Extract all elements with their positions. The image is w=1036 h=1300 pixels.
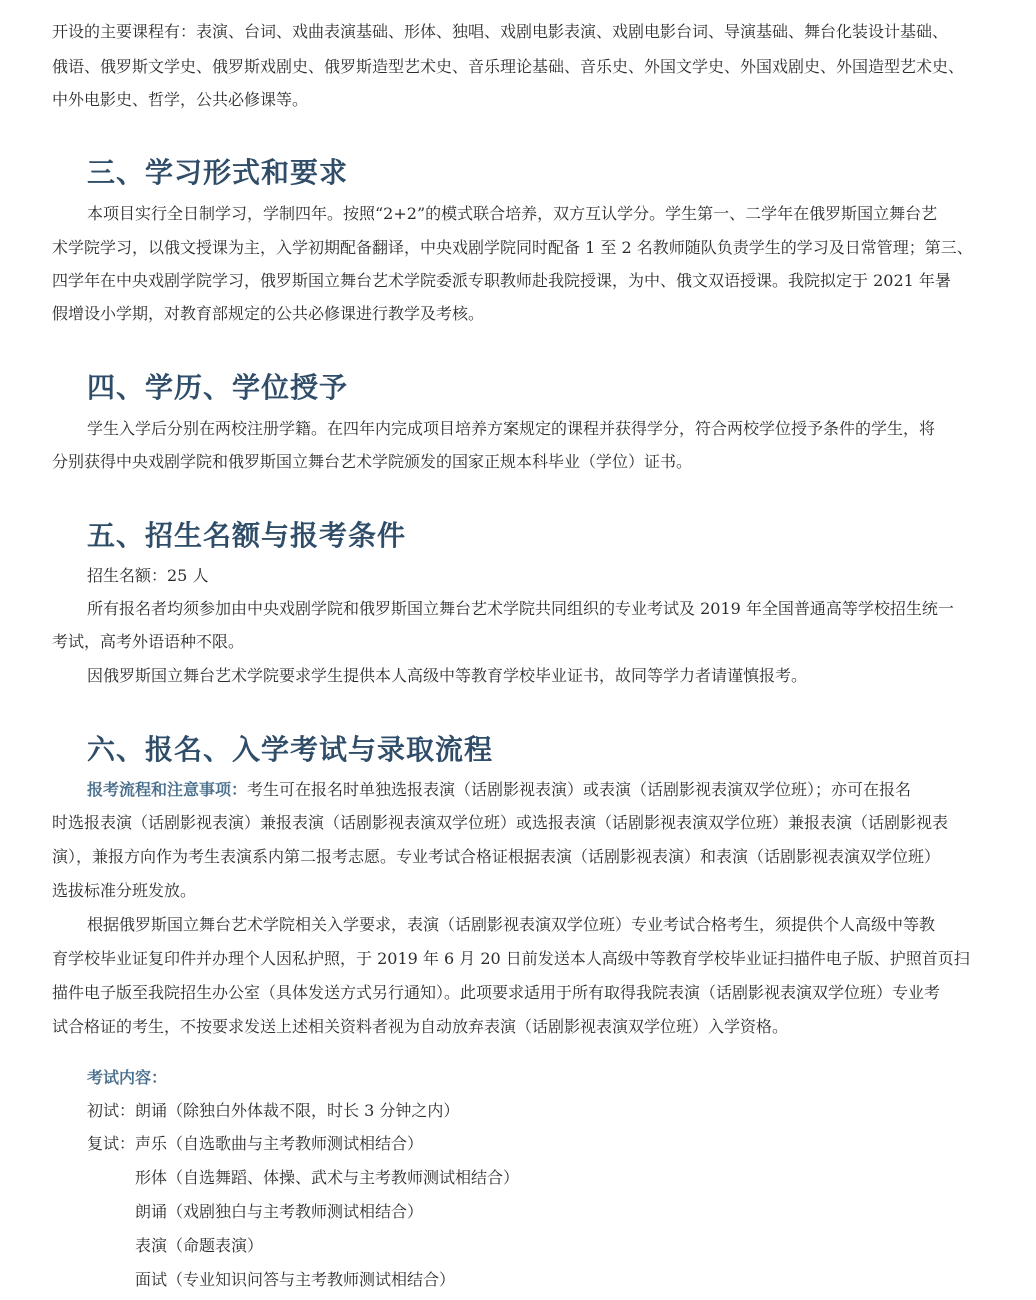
exam-item-4: 面试（专业知识问答与主考教师测试相结合） bbox=[135, 1270, 456, 1289]
section-4-heading: 四、学历、学位授予 bbox=[87, 371, 349, 404]
process-paragraph-first-line bbox=[87, 779, 1012, 801]
exam-item-3: 表演（命题表演） bbox=[135, 1236, 264, 1255]
section-6-heading: 六、报名、入学考试与录取流程 bbox=[87, 733, 494, 766]
section-5-line-1: 所有报名者均须参加由中央戏剧学院和俄罗斯国立舞台艺术学院共同组织的专业考试及 2019 年全国普通高等学校招生统一 bbox=[87, 599, 954, 618]
requirement-line-3: 描件电子版至我院招生办公室（具体发送方式另行通知）。此项要求适用于所有取得我院表演（话剧影视表演双学位班）专业考 bbox=[52, 983, 941, 1002]
courses-line-2: 俄语、俄罗斯文学史、俄罗斯戏剧史、俄罗斯造型艺术史、音乐理论基础、音乐史、外国文学史、外国戏剧史、外国造型艺术史、 bbox=[52, 57, 965, 76]
exam-item-1: 形体（自选舞蹈、体操、武术与主考教师测试相结合） bbox=[135, 1168, 520, 1187]
section-3-line-1: 本项目实行全日制学习，学制四年。按照“2+2”的模式联合培养，双方互认学分。学生第一、二学年在俄罗斯国立舞台艺 bbox=[87, 204, 938, 223]
exam-initial: 初试：朗诵（除独白外体裁不限，时长 3 分钟之内） bbox=[87, 1101, 460, 1120]
requirement-line-4: 试合格证的考生，不按要求发送上述相关资料者视为自动放弃表演（话剧影视表演双学位班）入学资格。 bbox=[52, 1017, 789, 1036]
section-3-line-4: 假增设小学期，对教育部规定的公共必修课进行教学及考核。 bbox=[52, 304, 485, 323]
section-5-heading: 五、招生名额与报考条件 bbox=[87, 519, 407, 552]
section-4-line-1: 学生入学后分别在两校注册学籍。在四年内完成项目培养方案规定的课程并获得学分，符合两校学位授予条件的学生，将 bbox=[87, 419, 936, 438]
requirement-line-2: 育学校毕业证复印件并办理个人因私护照，于 2019 年 6 月 20 日前发送本人高级中等教育学校毕业证扫描件电子版、护照首页扫 bbox=[52, 949, 970, 968]
courses-line-3: 中外电影史、哲学，公共必修课等。 bbox=[52, 90, 309, 109]
process-label: 报考流程和注意事项： bbox=[87, 780, 248, 799]
requirement-line-1: 根据俄罗斯国立舞台艺术学院相关入学要求，表演（话剧影视表演双学位班）专业考试合格考生，须提供个人高级中等教 bbox=[87, 915, 936, 934]
section-4-line-2: 分别获得中央戏剧学院和俄罗斯国立舞台艺术学院颁发的国家正规本科毕业（学位）证书。 bbox=[52, 452, 693, 471]
section-5-quota: 招生名额：25 人 bbox=[87, 566, 209, 585]
process-line-1: 考生可在报名时单独选报表演（话剧影视表演）或表演（话剧影视表演双学位班）；亦可在报名 bbox=[247, 780, 912, 799]
process-line-3: 演），兼报方向作为考生表演系内第二报考志愿。专业考试合格证根据表演（话剧影视表演）和表演（话剧影视表演双学位班） bbox=[52, 847, 941, 866]
exam-label: 考试内容： bbox=[87, 1068, 168, 1087]
process-line-2: 时选报表演（话剧影视表演）兼报表演（话剧影视表演双学位班）或选报表演（话剧影视表演双学位班）兼报表演（话剧影视表 bbox=[52, 813, 949, 832]
exam-item-2: 朗诵（戏剧独白与主考教师测试相结合） bbox=[135, 1202, 424, 1221]
section-3-heading: 三、学习形式和要求 bbox=[87, 156, 349, 189]
section-3-line-3: 四学年在中央戏剧学院学习，俄罗斯国立舞台艺术学院委派专职教师赴我院授课，为中、俄文双语授课。我院拟定于 2021 年暑 bbox=[52, 271, 951, 290]
courses-line-1: 开设的主要课程有：表演、台词、戏曲表演基础、形体、独唱、戏剧电影表演、戏剧电影台词、导演基础、舞台化装设计基础、 bbox=[52, 22, 949, 41]
section-5-note: 因俄罗斯国立舞台艺术学院要求学生提供本人高级中等教育学校毕业证书，故同等学力者请谨慎报考。 bbox=[87, 666, 808, 685]
exam-second: 复试：声乐（自选歌曲与主考教师测试相结合） bbox=[87, 1134, 424, 1153]
section-3-line-2: 术学院学习，以俄文授课为主，入学初期配备翻译，中央戏剧学院同时配备 1 至 2 名教师随队负责学生的学习及日常管理；第三、 bbox=[52, 238, 973, 257]
process-line-4: 选拔标准分班发放。 bbox=[52, 881, 197, 900]
exam-label-line bbox=[87, 1067, 167, 1089]
section-5-line-2: 考试，高考外语语种不限。 bbox=[52, 632, 245, 651]
